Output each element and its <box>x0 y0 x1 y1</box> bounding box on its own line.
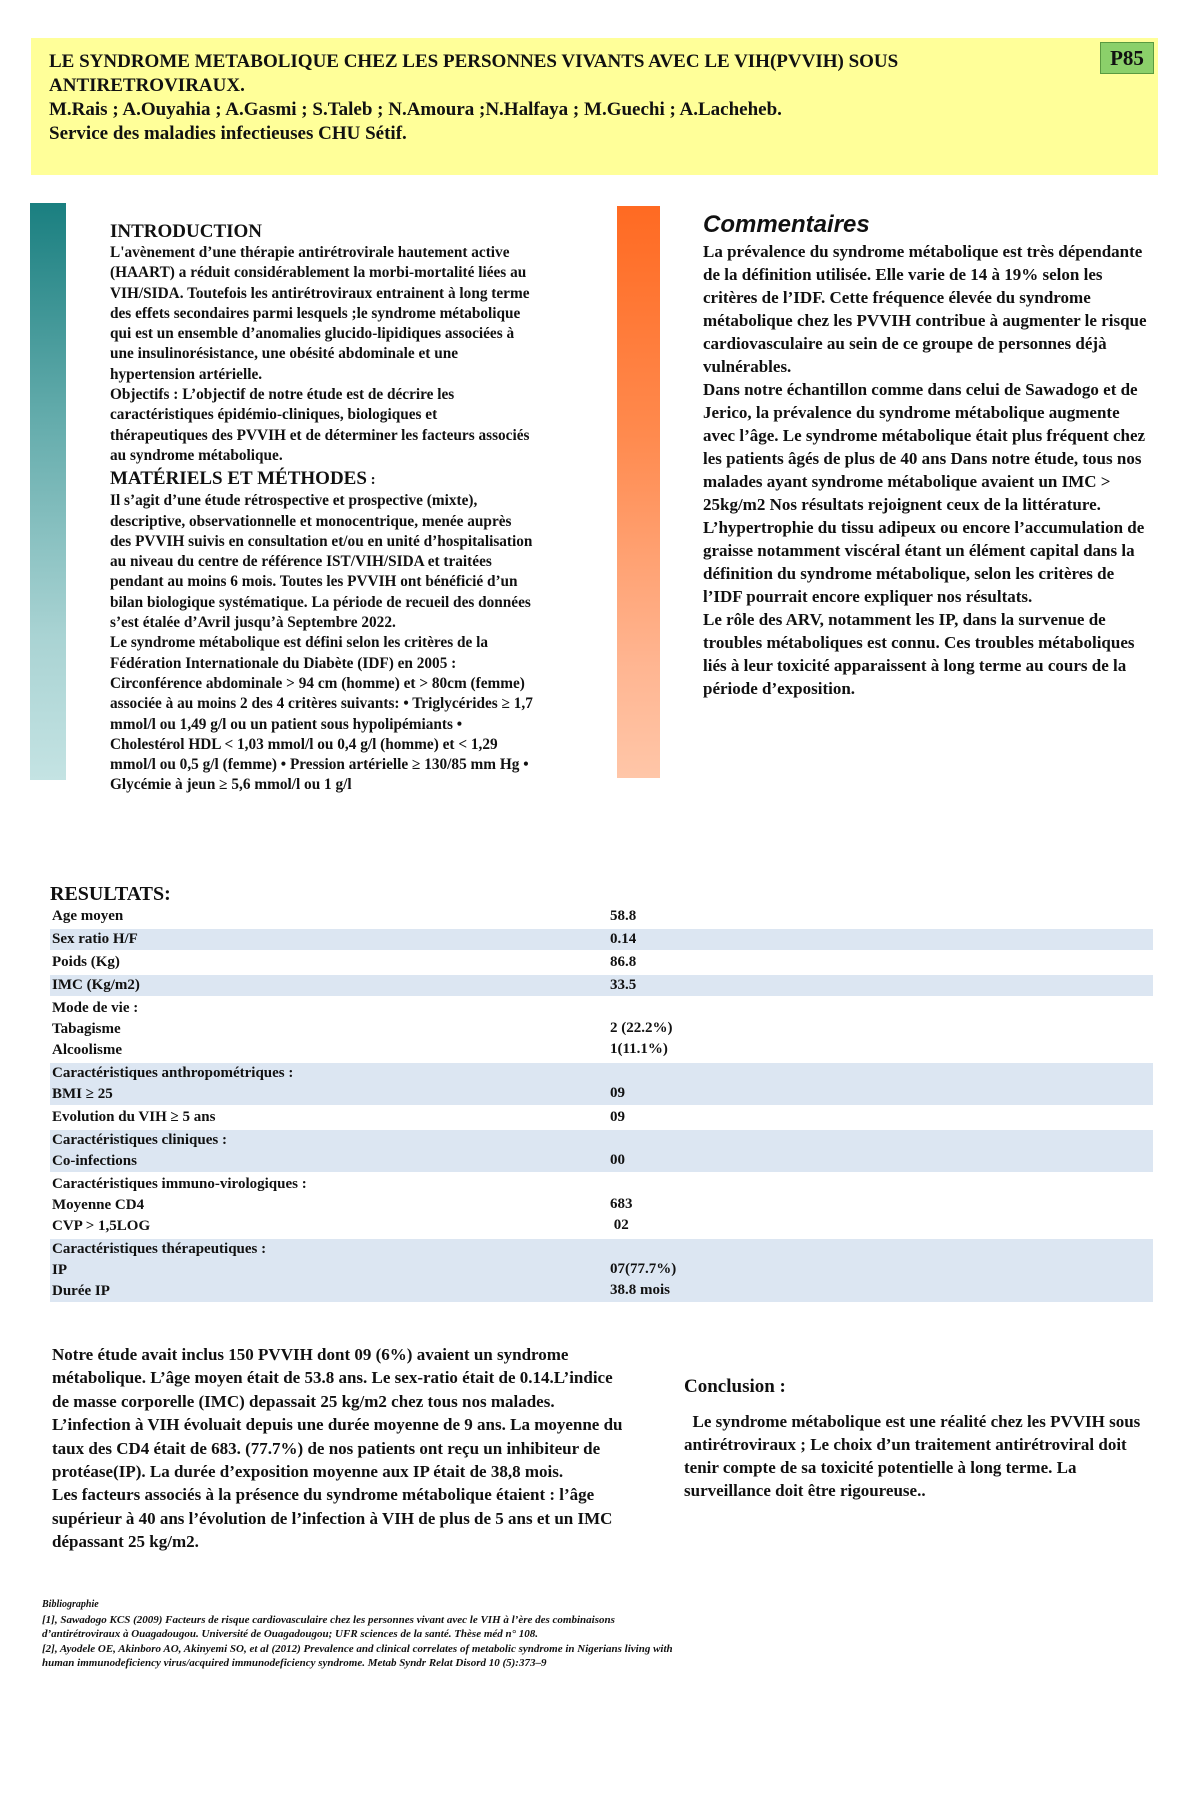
table-cell-value <box>608 1062 1153 1106</box>
table-cell-line: Age moyen <box>52 908 124 924</box>
table-cell-line: 683 <box>610 1196 633 1212</box>
table-cell-label <box>50 1106 608 1129</box>
table-cell-line: 02 <box>610 1217 629 1233</box>
right-gradient-bar <box>617 206 660 778</box>
table-cell-line: IMC (Kg/m2) <box>52 977 140 993</box>
table-cell-line: Sex ratio H/F <box>52 931 138 947</box>
poster-header <box>31 38 1158 175</box>
authors: M.Rais ; A.Ouyahia ; A.Gasmi ; S.Taleb ; N.Amoura ;N.Halfaya ; M.Guechi ; A.Lacheheb. <box>49 99 782 120</box>
table-cell-label <box>50 928 608 951</box>
table-cell-line: 07(77.7%) <box>610 1261 677 1277</box>
table-cell-line: 00 <box>610 1152 625 1168</box>
table-cell-value <box>608 928 1153 951</box>
table-row <box>50 1062 1153 1106</box>
table-cell-line: Mode de vie : <box>52 1000 139 1016</box>
methods-heading-suffix: : <box>366 472 376 489</box>
table-cell-line <box>610 998 1151 1018</box>
poster-number-badge: P85 <box>1100 42 1154 74</box>
table-cell-line: Evolution du VIH ≥ 5 ans <box>52 1109 216 1125</box>
table-cell-line: Durée IP <box>52 1283 110 1299</box>
poster-title <box>49 50 1049 98</box>
table-cell-label <box>50 1238 608 1303</box>
table-row <box>50 974 1153 997</box>
table-cell-line: 33.5 <box>610 977 637 993</box>
methods-heading-text: MATÉRIELS ET MÉTHODES <box>110 468 367 490</box>
results-table <box>50 906 1153 1304</box>
table-row <box>50 1129 1153 1173</box>
table-cell-line: 09 <box>610 1109 625 1125</box>
introduction-text: L'avènement d’une thérapie antirétrovirale hautement active (HAART) a réduit considérablement la morbi-mortalité liées au VIH/SIDA. Toutefois les antirétroviraux entrainent à long terme des effets secondaires parmi lesquels ;le syndrome métabolique qui est un ensemble d’anomalies glucido-lipidiques associées à une insulinorésistance, une obésité abdominale et une hypertension artérielle. <box>110 244 530 383</box>
criteria-text: Le syndrome métabolique est défini selon les critères de la Fédération Internationale du Diabète (IDF) en 2005 : Circonférence abdominale > 94 cm (homme) et > 80cm (femme) associée à au moins 2 des 4 critères suivants: • Triglycérides ≥ 1,7 mmol/l ou 1,49 g/l ou un patient sous hypolipémiants • Cholestérol HDL < 1,03 mmol/l ou 0,4 g/l (homme) et < 1,29 mmol/l ou 0,5 g/l (femme) • Pression artérielle ≥ 130/85 mm Hg • Glycémie à jeun ≥ 5,6 mmol/l ou 1 g/l <box>110 634 533 794</box>
comments-paragraph-3: Le rôle des ARV, notamment les IP, dans la survenue de troubles métaboliques est connu. Ces troubles métaboliques liés à leur toxicité apparaissent à long terme au cours de la période d’exposition. <box>703 610 1135 698</box>
table-cell-line: Tabagisme <box>52 1021 121 1037</box>
table-cell-line: 0.14 <box>610 931 637 947</box>
comments-paragraph-2: Dans notre échantillon comme dans celui de Sawadogo et de Jerico, la prévalence du syndrome métabolique augmente avec l’âge. Le syndrome métabolique était plus fréquent chez les patients âgés de plus de 40 ans Dans notre étude, tous nos malades ayant syndrome métabolique avaient un IMC > 25kg/m2 Nos résultats rejoignent ceux de la littérature. L’hypertrophie du tissu adipeux ou encore l’accumulation de graisse notamment viscéral étant un élément capital dans la définition du syndrome métabolique, selon les critères de l’IDF pourrait encore expliquer nos résultats. <box>703 380 1146 606</box>
conclusion-heading: Conclusion : <box>684 1376 786 1397</box>
table-cell-line: Poids (Kg) <box>52 954 120 970</box>
table-row <box>50 951 1153 974</box>
affiliation: Service des maladies infectieuses CHU Sétif. <box>49 123 407 144</box>
comments-paragraph-1: La prévalence du syndrome métabolique est très dépendante de la définition utilisée. Elle varie de 14 à 19% selon les critères de l’IDF. Cette fréquence élevée du syndrome métabolique chez les PVVIH contribue à augmenter le risque cardiovasculaire au sein de ce groupe de personnes déjà vulnérables. <box>703 242 1147 376</box>
conclusion-text: Le syndrome métabolique est une réalité chez les PVVIH sous antirétroviraux ; Le choix d’un traitement antirétroviral doit tenir compte de sa toxicité potentielle à long terme. La surveillance doit être rigoureuse.. <box>684 1412 1145 1500</box>
table-cell-value <box>608 1129 1153 1173</box>
table-cell-label <box>50 906 608 928</box>
summary-paragraph-1: Notre étude avait inclus 150 PVVIH dont 09 (6%) avaient un syndrome métabolique. L’âge moyen était de 53.8 ans. Le sex-ratio était de 0.14.L’indice de masse corporelle (IMC) depassait 25 kg/m2 chez tous nos malades. L’infection à VIH évoluait depuis une durée moyenne de 9 ans. La moyenne du taux des CD4 était de 683. (77.7%) de nos patients ont reçu un inhibiteur de protéase(IP). La durée d’exposition moyenne aux IP était de 38,8 mois. <box>52 1345 623 1482</box>
table-cell-line: 86.8 <box>610 954 637 970</box>
table-cell-line: BMI ≥ 25 <box>52 1086 113 1102</box>
bibliography-ref-1: [1], Sawadogo KCS (2009) Facteurs de risque cardiovasculaire chez les personnes vivant avec le VIH à l’ère des combinaisons d’antirétroviraux à Ouagadougou. Université de Ouagadougou; UFR sciences de la santé. Thèse méd n° 108. <box>42 1613 615 1640</box>
table-cell-label <box>50 1062 608 1106</box>
table-row <box>50 928 1153 951</box>
table-cell-value <box>608 997 1153 1062</box>
table-cell-value <box>608 906 1153 928</box>
table-cell-line: Caractéristiques cliniques : <box>52 1132 227 1148</box>
bibliography-heading: Bibliographie <box>42 1599 99 1610</box>
comments-section <box>703 210 1153 700</box>
table-cell-line: 2 (22.2%) <box>610 1020 673 1036</box>
table-cell-line: Alcoolisme <box>52 1042 122 1058</box>
table-cell-value <box>608 1173 1153 1238</box>
results-summary <box>52 1343 627 1554</box>
table-cell-line: Caractéristiques immuno-virologiques : <box>52 1176 307 1192</box>
table-row <box>50 1173 1153 1238</box>
table-cell-line: 1(11.1%) <box>610 1041 668 1057</box>
table-row <box>50 997 1153 1062</box>
table-cell-label <box>50 1173 608 1238</box>
table-row <box>50 1238 1153 1303</box>
table-cell-value <box>608 951 1153 974</box>
table-cell-value <box>608 1238 1153 1303</box>
table-cell-line <box>610 1174 1151 1194</box>
table-cell-label <box>50 974 608 997</box>
table-cell-value <box>608 974 1153 997</box>
table-cell-line: IP <box>52 1262 67 1278</box>
title-line-2: ANTIRETROVIRAUX. <box>49 75 245 96</box>
bibliography-ref-2: [2], Ayodele OE, Akinboro AO, Akinyemi SO, et al (2012) Prevalence and clinical correlates of metabolic syndrome in Nigerians living with human immunodeficiency virus/acquired immunodeficiency syndrome. Metab Syndr Relat Disord 10 (5):373–9 <box>42 1642 673 1669</box>
bibliography <box>42 1598 682 1671</box>
methods-text: Il s’agit d’une étude rétrospective et prospective (mixte), descriptive, observationnelle et monocentrique, menée auprès des PVVIH suivis en consultation et/ou en unité d’hospitalisation au niveau du centre de référence IST/VIH/SIDA et traitées pendant au moins 6 mois. Toutes les PVVIH ont bénéficié d’un bilan biologique systématique. La période de recueil des données s’est étalée d’Avril jusqu’à Septembre 2022. <box>110 492 533 632</box>
table-cell-line: 09 <box>610 1085 625 1101</box>
title-line-1: LE SYNDROME METABOLIQUE CHEZ LES PERSONNES VIVANTS AVEC LE VIH(PVVIH) SOUS <box>49 51 899 72</box>
table-cell-label <box>50 1129 608 1173</box>
table-cell-line: Caractéristiques thérapeutiques : <box>52 1241 267 1257</box>
table-cell-line: 58.8 <box>610 908 637 924</box>
table-cell-line <box>610 1063 1151 1083</box>
comments-heading: Commentaires <box>703 211 870 238</box>
summary-paragraph-2: Les facteurs associés à la présence du syndrome métabolique étaient : l’âge supérieur à 40 ans l’évolution de l’infection à VIH de plus de 5 ans et un IMC dépassant 25 kg/m2. <box>52 1485 613 1552</box>
table-cell-line: Moyenne CD4 <box>52 1197 145 1213</box>
table-cell-label <box>50 951 608 974</box>
table-row <box>50 1106 1153 1129</box>
table-cell-line: CVP > 1,5LOG <box>52 1218 151 1234</box>
objectives-text: Objectifs : L’objectif de notre étude est de décrire les caractéristiques épidémio-cliniques, biologiques et thérapeutiques des PVVIH et de déterminer les facteurs associés au syndrome métabolique. <box>110 386 530 464</box>
introduction-section <box>110 221 535 796</box>
methods-heading <box>110 468 535 491</box>
table-cell-line <box>610 1130 1151 1150</box>
table-row <box>50 906 1153 928</box>
results-heading: RESULTATS: <box>50 883 171 905</box>
introduction-heading: INTRODUCTION <box>110 221 263 242</box>
table-cell-line: 38.8 mois <box>610 1282 670 1298</box>
table-cell-value <box>608 1106 1153 1129</box>
table-cell-label <box>50 997 608 1062</box>
left-gradient-bar <box>30 203 66 780</box>
results-table-body <box>50 906 1153 1303</box>
table-cell-line <box>610 1239 1151 1259</box>
table-cell-line: Co-infections <box>52 1153 137 1169</box>
table-cell-line: Caractéristiques anthropométriques : <box>52 1065 294 1081</box>
